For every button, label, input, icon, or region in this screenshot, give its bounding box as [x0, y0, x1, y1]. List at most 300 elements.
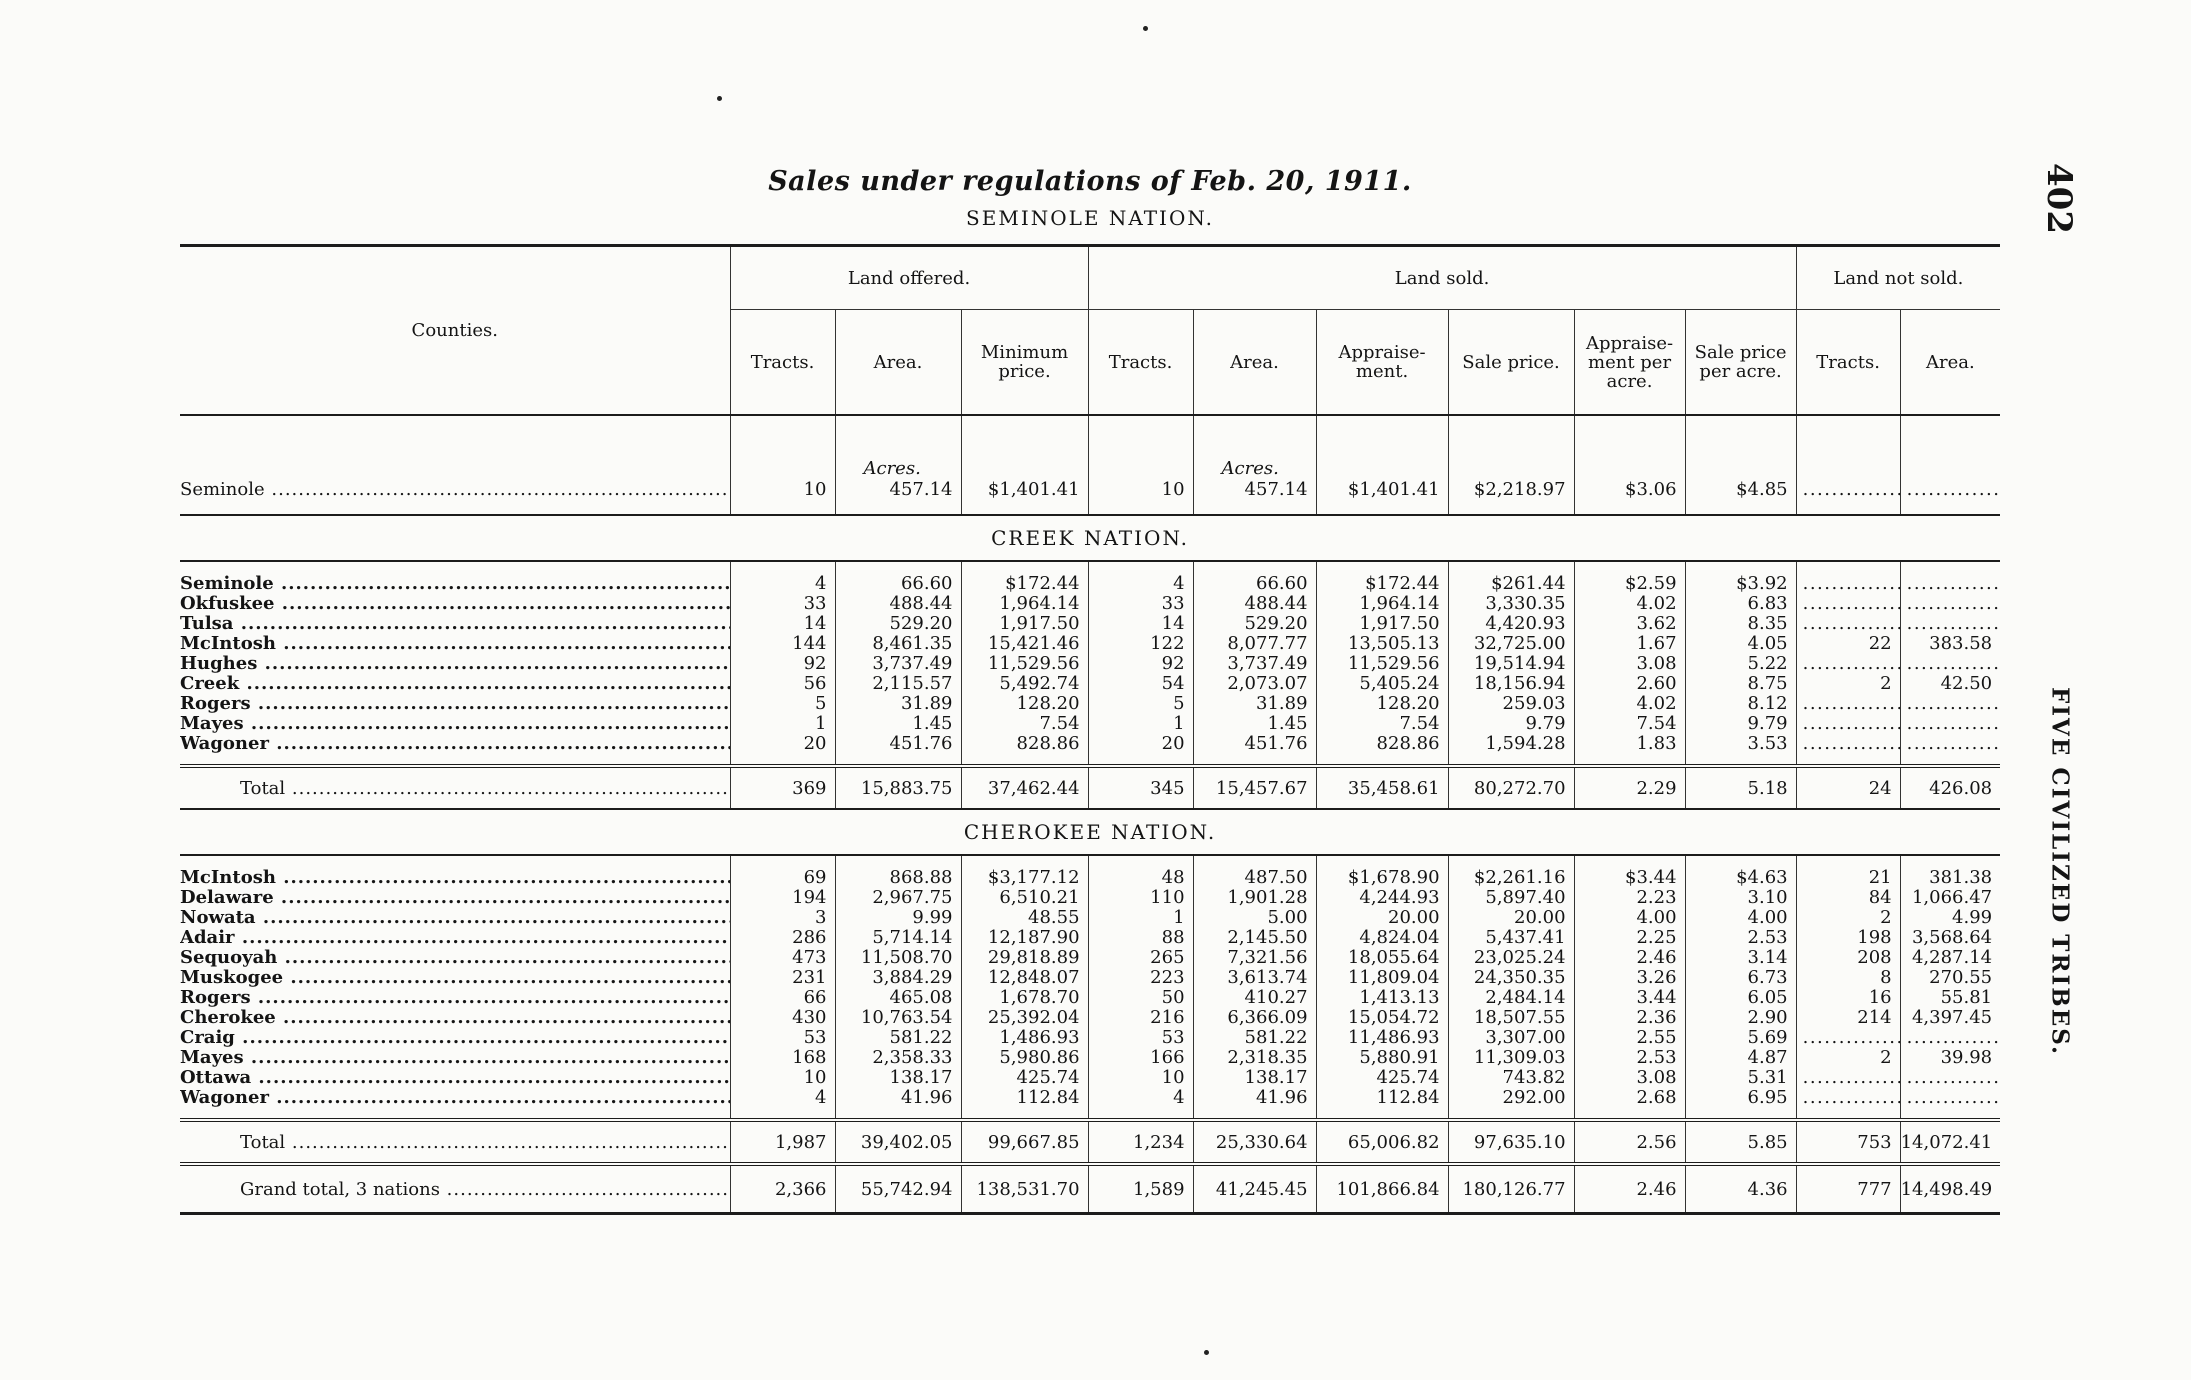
cell-sold-area: 6,366.09: [1193, 1008, 1316, 1028]
col-sold-area: Area.: [1193, 310, 1316, 416]
cell-appraisement: 4,824.04: [1316, 928, 1448, 948]
cell-not-sold-area: 4.99: [1900, 908, 2000, 928]
cell-sale-price-per-acre: 8.75: [1685, 674, 1796, 694]
cell-appraisement: 128.20: [1316, 694, 1448, 714]
table-row: [180, 908, 2000, 928]
table-row: [180, 1008, 2000, 1028]
cell-minimum-price: 5,492.74: [961, 674, 1088, 694]
table-row: [180, 1088, 2000, 1108]
cell-offered-tracts: 66: [730, 988, 835, 1008]
cell-sale-price: 18,156.94: [1448, 674, 1574, 694]
cell-appraisement-per-acre: $3.06: [1574, 415, 1685, 515]
col-offered-tracts: Tracts.: [730, 310, 835, 416]
cell-sale-price: 3,307.00: [1448, 1028, 1574, 1048]
col-not-sold-tracts: Tracts.: [1796, 310, 1900, 416]
cell-sold-area: 8,077.77: [1193, 634, 1316, 654]
cell-sale-price-per-acre: 5.31: [1685, 1068, 1796, 1088]
cell-minimum-price: 1,486.93: [961, 1028, 1088, 1048]
land-sold-header: Land sold.: [1088, 246, 1796, 310]
cell-minimum-price: 112.84: [961, 1088, 1088, 1108]
cell-offered-area: 2,115.57: [835, 674, 961, 694]
cell-appraisement-per-acre: 2.55: [1574, 1028, 1685, 1048]
cell-sold-area: 451.76: [1193, 734, 1316, 754]
ink-speck: [1204, 1350, 1209, 1355]
cell-appraisement-per-acre: 2.53: [1574, 1048, 1685, 1068]
cell-sold-tracts: 5: [1088, 694, 1193, 714]
total-cell: 25,330.64: [1193, 1120, 1316, 1164]
total-cell: 753: [1796, 1120, 1900, 1164]
county-name: Craig .....: [180, 1028, 730, 1048]
cell-not-sold-area-empty: [1900, 654, 2000, 674]
cherokee-total-row: [180, 1120, 2000, 1164]
cell-minimum-price: 5,980.86: [961, 1048, 1088, 1068]
table-row: [180, 714, 2000, 734]
cell-not-sold-area-empty: [1900, 574, 2000, 594]
cell-appraisement: 425.74: [1316, 1068, 1448, 1088]
cell-sold-tracts: 50: [1088, 988, 1193, 1008]
cell-appraisement-per-acre: 2.36: [1574, 1008, 1685, 1028]
total-label: Total .....: [180, 1120, 730, 1164]
cell-offered-tracts: 4: [730, 574, 835, 594]
county-name: McIntosh .....: [180, 634, 730, 654]
cell-minimum-price: 25,392.04: [961, 1008, 1088, 1028]
table-row: [180, 988, 2000, 1008]
cell-appraisement-per-acre: 3.44: [1574, 988, 1685, 1008]
cell-minimum-price: 7.54: [961, 714, 1088, 734]
cell-appraisement-per-acre: 3.26: [1574, 968, 1685, 988]
cell-appraisement: 15,054.72: [1316, 1008, 1448, 1028]
cell-not-sold-tracts: 22: [1796, 634, 1900, 654]
cell-offered-area: 3,737.49: [835, 654, 961, 674]
cell-offered-tracts: 69: [730, 868, 835, 888]
total-cell: 97,635.10: [1448, 1120, 1574, 1164]
cell-sale-price: 3,330.35: [1448, 594, 1574, 614]
cell-offered-tracts: 231: [730, 968, 835, 988]
cell-sold-tracts: 265: [1088, 948, 1193, 968]
cell-not-sold-tracts-empty: [1796, 734, 1900, 754]
grand-total-cell: 4.36: [1685, 1164, 1796, 1214]
table-row: [180, 614, 2000, 634]
page-number: 402: [2039, 163, 2079, 234]
cell-offered-area: 10,763.54: [835, 1008, 961, 1028]
county-name: Nowata .....: [180, 908, 730, 928]
cell-not-sold-area: 42.50: [1900, 674, 2000, 694]
cell-appraisement: 4,244.93: [1316, 888, 1448, 908]
cell-sold-area: 2,073.07: [1193, 674, 1316, 694]
cell-sold-tracts: 110: [1088, 888, 1193, 908]
cell-sale-price-per-acre: 6.95: [1685, 1088, 1796, 1108]
cell-sold-tracts: 216: [1088, 1008, 1193, 1028]
cell-sold-area: 529.20: [1193, 614, 1316, 634]
cell-not-sold-tracts-empty: [1796, 654, 1900, 674]
table-row: [180, 734, 2000, 754]
cell-not-sold-area: 4,397.45: [1900, 1008, 2000, 1028]
grand-total-cell: 55,742.94: [835, 1164, 961, 1214]
cell-appraisement-per-acre: $3.44: [1574, 868, 1685, 888]
total-cell: 99,667.85: [961, 1120, 1088, 1164]
spacer-row: [180, 855, 2000, 868]
cell-sale-price-per-acre: 2.53: [1685, 928, 1796, 948]
cell-sold-tracts: 4: [1088, 574, 1193, 594]
table-row: [180, 928, 2000, 948]
cell-sold-area: 2,318.35: [1193, 1048, 1316, 1068]
cell-sold-tracts: 10: [1088, 415, 1193, 515]
total-cell: 345: [1088, 766, 1193, 809]
running-head: FIVE CIVILIZED TRIBES.: [2046, 686, 2074, 1057]
cell-appraisement-per-acre: $2.59: [1574, 574, 1685, 594]
county-name: Creek .....: [180, 674, 730, 694]
grand-total-cell: 180,126.77: [1448, 1164, 1574, 1214]
cell-sold-tracts: 1: [1088, 714, 1193, 734]
cell-offered-tracts: 3: [730, 908, 835, 928]
cell-appraisement-per-acre: 4.02: [1574, 594, 1685, 614]
cell-not-sold-tracts-empty: [1796, 415, 1900, 515]
col-minimum-price: Minimum price.: [961, 310, 1088, 416]
cell-not-sold-tracts-empty: [1796, 594, 1900, 614]
cell-not-sold-tracts: 21: [1796, 868, 1900, 888]
cell-offered-tracts: 194: [730, 888, 835, 908]
county-name: Cherokee .....: [180, 1008, 730, 1028]
cell-sale-price-per-acre: $4.63: [1685, 868, 1796, 888]
cell-offered-area: 66.60: [835, 574, 961, 594]
table-row: [180, 948, 2000, 968]
cell-not-sold-tracts-empty: [1796, 1088, 1900, 1108]
cell-sold-tracts: 33: [1088, 594, 1193, 614]
cell-offered-area: 581.22: [835, 1028, 961, 1048]
cell-appraisement: 1,964.14: [1316, 594, 1448, 614]
cell-not-sold-tracts: 16: [1796, 988, 1900, 1008]
table-row: [180, 415, 2000, 515]
cell-sale-price: 4,420.93: [1448, 614, 1574, 634]
cell-minimum-price: $172.44: [961, 574, 1088, 594]
cell-not-sold-area-empty: [1900, 594, 2000, 614]
cell-sold-area: 1,901.28: [1193, 888, 1316, 908]
cell-offered-tracts: 5: [730, 694, 835, 714]
cell-sold-area: 410.27: [1193, 988, 1316, 1008]
cell-not-sold-tracts: 2: [1796, 674, 1900, 694]
cell-offered-tracts: 473: [730, 948, 835, 968]
cell-offered-area: 2,358.33: [835, 1048, 961, 1068]
cell-appraisement: 7.54: [1316, 714, 1448, 734]
table-row: [180, 888, 2000, 908]
cell-sold-tracts: 53: [1088, 1028, 1193, 1048]
county-name: Mayes .....: [180, 1048, 730, 1068]
cell-not-sold-tracts-empty: [1796, 614, 1900, 634]
cell-not-sold-area: 4,287.14: [1900, 948, 2000, 968]
table-row: [180, 674, 2000, 694]
cell-appraisement-per-acre: 2.23: [1574, 888, 1685, 908]
cell-sale-price-per-acre: 9.79: [1685, 714, 1796, 734]
cell-not-sold-area-empty: [1900, 1028, 2000, 1048]
section-heading-row: [180, 809, 2000, 855]
cell-sale-price: 292.00: [1448, 1088, 1574, 1108]
cell-minimum-price: 15,421.46: [961, 634, 1088, 654]
cell-not-sold-tracts: 208: [1796, 948, 1900, 968]
cell-offered-tracts: 168: [730, 1048, 835, 1068]
county-name: Rogers .....: [180, 988, 730, 1008]
cell-sold-area: 138.17: [1193, 1068, 1316, 1088]
cell-not-sold-area-empty: [1900, 1068, 2000, 1088]
cell-sold-area: 488.44: [1193, 594, 1316, 614]
cell-offered-area: 11,508.70: [835, 948, 961, 968]
cell-minimum-price: 12,187.90: [961, 928, 1088, 948]
cell-not-sold-area: 383.58: [1900, 634, 2000, 654]
cell-appraisement: $172.44: [1316, 574, 1448, 594]
cell-offered-tracts: 53: [730, 1028, 835, 1048]
total-label: Total .....: [180, 766, 730, 809]
cell-sale-price-per-acre: 4.05: [1685, 634, 1796, 654]
cell-offered-area: 5,714.14: [835, 928, 961, 948]
table-row: [180, 574, 2000, 594]
ink-speck: [1143, 26, 1148, 31]
acres-unit-label: Acres.: [863, 458, 921, 479]
cell-not-sold-area: 270.55: [1900, 968, 2000, 988]
county-name: Wagoner .....: [180, 1088, 730, 1108]
cell-minimum-price: 48.55: [961, 908, 1088, 928]
cell-sale-price: 5,897.40: [1448, 888, 1574, 908]
total-cell: 369: [730, 766, 835, 809]
cell-not-sold-tracts-empty: [1796, 1028, 1900, 1048]
spacer-row: [180, 561, 2000, 574]
cell-offered-tracts: 144: [730, 634, 835, 654]
cell-sold-area: 5.00: [1193, 908, 1316, 928]
cell-sold-area: 2,145.50: [1193, 928, 1316, 948]
counties-header: Counties.: [180, 246, 730, 416]
cell-sold-area: 3,737.49: [1193, 654, 1316, 674]
cell-not-sold-area-empty: [1900, 714, 2000, 734]
total-cell: 15,883.75: [835, 766, 961, 809]
cell-sold-tracts: 223: [1088, 968, 1193, 988]
cell-sold-area: 3,613.74: [1193, 968, 1316, 988]
cell-not-sold-tracts-empty: [1796, 574, 1900, 594]
col-offered-area: Area.: [835, 310, 961, 416]
county-name: Mayes .....: [180, 714, 730, 734]
cell-appraisement: $1,678.90: [1316, 868, 1448, 888]
county-name: Wagoner .....: [180, 734, 730, 754]
cell-sold-tracts: 1: [1088, 908, 1193, 928]
total-cell: 5.85: [1685, 1120, 1796, 1164]
cell-not-sold-tracts: 214: [1796, 1008, 1900, 1028]
cell-sale-price-per-acre: 5.22: [1685, 654, 1796, 674]
cell-not-sold-area: 55.81: [1900, 988, 2000, 1008]
cell-minimum-price: 425.74: [961, 1068, 1088, 1088]
cell-not-sold-area: 3,568.64: [1900, 928, 2000, 948]
total-cell: 2.56: [1574, 1120, 1685, 1164]
cell-offered-tracts: 286: [730, 928, 835, 948]
cell-not-sold-tracts: 8: [1796, 968, 1900, 988]
table-row: [180, 868, 2000, 888]
cell-minimum-price: 128.20: [961, 694, 1088, 714]
cell-sale-price: $2,218.97: [1448, 415, 1574, 515]
cell-minimum-price: 12,848.07: [961, 968, 1088, 988]
cell-appraisement-per-acre: 4.00: [1574, 908, 1685, 928]
cell-sold-area: 7,321.56: [1193, 948, 1316, 968]
cell-sale-price-per-acre: 3.10: [1685, 888, 1796, 908]
cell-offered-area: 9.99: [835, 908, 961, 928]
land-offered-header: Land offered.: [730, 246, 1088, 310]
table-row: [180, 1048, 2000, 1068]
total-cell: 35,458.61: [1316, 766, 1448, 809]
cell-sold-area: 487.50: [1193, 868, 1316, 888]
cell-not-sold-tracts-empty: [1796, 714, 1900, 734]
sold-area-value: 457.14: [1244, 479, 1308, 500]
cell-not-sold-area-empty: [1900, 694, 2000, 714]
cell-offered-area: 2,967.75: [835, 888, 961, 908]
cell-offered-tracts: 430: [730, 1008, 835, 1028]
cell-not-sold-tracts: 2: [1796, 908, 1900, 928]
table-row: [180, 1028, 2000, 1048]
spacer-row: [180, 754, 2000, 766]
cell-offered-tracts: 1: [730, 714, 835, 734]
total-cell: 426.08: [1900, 766, 2000, 809]
cell-appraisement-per-acre: 3.08: [1574, 1068, 1685, 1088]
cell-appraisement: 1,413.13: [1316, 988, 1448, 1008]
cell-appraisement: 5,880.91: [1316, 1048, 1448, 1068]
cell-appraisement-per-acre: 3.62: [1574, 614, 1685, 634]
cell-sold-tracts: 88: [1088, 928, 1193, 948]
col-appraisement-per-acre: Appraise-ment per acre.: [1574, 310, 1685, 416]
cell-sold-area: 581.22: [1193, 1028, 1316, 1048]
cell-appraisement: 828.86: [1316, 734, 1448, 754]
table-row: [180, 694, 2000, 714]
cell-sale-price: $261.44: [1448, 574, 1574, 594]
cell-offered-tracts: 10: [730, 1068, 835, 1088]
total-cell: 65,006.82: [1316, 1120, 1448, 1164]
cell-sale-price: 32,725.00: [1448, 634, 1574, 654]
cell-minimum-price: $1,401.41: [961, 415, 1088, 515]
cell-sale-price-per-acre: 6.73: [1685, 968, 1796, 988]
cell-minimum-price: 1,917.50: [961, 614, 1088, 634]
cell-offered-area: 465.08: [835, 988, 961, 1008]
cell-offered-area: 1.45: [835, 714, 961, 734]
county-name: Seminole .....: [180, 415, 730, 515]
cell-offered-area: 529.20: [835, 614, 961, 634]
cell-appraisement-per-acre: 2.68: [1574, 1088, 1685, 1108]
cell-sold-tracts: 4: [1088, 1088, 1193, 1108]
cell-sold-area: [1193, 415, 1316, 515]
grand-total-cell: 14,498.49: [1900, 1164, 2000, 1214]
cell-minimum-price: 11,529.56: [961, 654, 1088, 674]
header-group-row: [180, 246, 2000, 310]
cell-appraisement: 13,505.13: [1316, 634, 1448, 654]
cell-sale-price: 18,507.55: [1448, 1008, 1574, 1028]
total-cell: 39,402.05: [835, 1120, 961, 1164]
cell-appraisement: 18,055.64: [1316, 948, 1448, 968]
cell-sale-price-per-acre: 8.35: [1685, 614, 1796, 634]
grand-total-cell: 1,589: [1088, 1164, 1193, 1214]
cell-appraisement-per-acre: 2.60: [1574, 674, 1685, 694]
cell-not-sold-area-empty: [1900, 415, 2000, 515]
cell-appraisement-per-acre: 2.46: [1574, 948, 1685, 968]
cell-offered-area: 41.96: [835, 1088, 961, 1108]
total-cell: 1,234: [1088, 1120, 1193, 1164]
cell-appraisement-per-acre: 4.02: [1574, 694, 1685, 714]
cell-appraisement: 1,917.50: [1316, 614, 1448, 634]
cell-minimum-price: 828.86: [961, 734, 1088, 754]
cell-offered-area: 8,461.35: [835, 634, 961, 654]
seminole-nation-heading: SEMINOLE NATION.: [966, 206, 1214, 230]
cell-offered-tracts: 20: [730, 734, 835, 754]
cell-appraisement-per-acre: 1.83: [1574, 734, 1685, 754]
col-sale-price: Sale price.: [1448, 310, 1574, 416]
cell-offered-area: 31.89: [835, 694, 961, 714]
cell-offered-area: [835, 415, 961, 515]
county-name: Seminole .....: [180, 574, 730, 594]
grand-total-cell: 101,866.84: [1316, 1164, 1448, 1214]
county-name: Okfuskee .....: [180, 594, 730, 614]
total-cell: 5.18: [1685, 766, 1796, 809]
ink-speck: [717, 96, 722, 101]
table-row: [180, 594, 2000, 614]
cell-not-sold-tracts: 2: [1796, 1048, 1900, 1068]
table-row: [180, 634, 2000, 654]
cell-sale-price: 11,309.03: [1448, 1048, 1574, 1068]
cell-sale-price: 23,025.24: [1448, 948, 1574, 968]
cell-sale-price-per-acre: 6.83: [1685, 594, 1796, 614]
cell-offered-area: 488.44: [835, 594, 961, 614]
cell-sale-price-per-acre: 6.05: [1685, 988, 1796, 1008]
cell-sale-price: 24,350.35: [1448, 968, 1574, 988]
cell-sold-tracts: 20: [1088, 734, 1193, 754]
cell-sale-price-per-acre: $3.92: [1685, 574, 1796, 594]
cell-sold-tracts: 48: [1088, 868, 1193, 888]
spacer-row: [180, 1108, 2000, 1120]
grand-total-row: [180, 1164, 2000, 1214]
county-name: Adair .....: [180, 928, 730, 948]
county-name: Hughes .....: [180, 654, 730, 674]
cell-minimum-price: 1,678.70: [961, 988, 1088, 1008]
cell-sold-area: 31.89: [1193, 694, 1316, 714]
col-not-sold-area: Area.: [1900, 310, 2000, 416]
cell-sold-tracts: 166: [1088, 1048, 1193, 1068]
total-cell: 2.29: [1574, 766, 1685, 809]
county-name: Ottawa .....: [180, 1068, 730, 1088]
cell-offered-tracts: 33: [730, 594, 835, 614]
cell-sale-price-per-acre: 3.14: [1685, 948, 1796, 968]
cell-sale-price: 743.82: [1448, 1068, 1574, 1088]
table-row: [180, 968, 2000, 988]
county-name: Muskogee .....: [180, 968, 730, 988]
cell-not-sold-area-empty: [1900, 1088, 2000, 1108]
cell-minimum-price: 6,510.21: [961, 888, 1088, 908]
cell-offered-area: 451.76: [835, 734, 961, 754]
cell-offered-tracts: 10: [730, 415, 835, 515]
county-name: Sequoyah .....: [180, 948, 730, 968]
cell-sold-area: 41.96: [1193, 1088, 1316, 1108]
cell-sold-tracts: 14: [1088, 614, 1193, 634]
cell-sale-price-per-acre: 5.69: [1685, 1028, 1796, 1048]
creek-nation-heading: CREEK NATION.: [991, 526, 1190, 550]
cherokee-rows: [180, 868, 2000, 1120]
cell-not-sold-tracts: 84: [1796, 888, 1900, 908]
cell-not-sold-tracts-empty: [1796, 1068, 1900, 1088]
land-not-sold-header: Land not sold.: [1796, 246, 2000, 310]
cell-offered-area: 3,884.29: [835, 968, 961, 988]
cell-not-sold-tracts: 198: [1796, 928, 1900, 948]
cell-appraisement-per-acre: 3.08: [1574, 654, 1685, 674]
cell-sold-tracts: 10: [1088, 1068, 1193, 1088]
cell-sold-tracts: 54: [1088, 674, 1193, 694]
cell-sale-price-per-acre: 4.87: [1685, 1048, 1796, 1068]
cell-sale-price: 5,437.41: [1448, 928, 1574, 948]
cell-offered-tracts: 92: [730, 654, 835, 674]
cell-appraisement-per-acre: 1.67: [1574, 634, 1685, 654]
county-name: Delaware .....: [180, 888, 730, 908]
cell-minimum-price: 1,964.14: [961, 594, 1088, 614]
cell-appraisement: 112.84: [1316, 1088, 1448, 1108]
cell-sale-price: 20.00: [1448, 908, 1574, 928]
grand-total-label: Grand total, 3 nations .....: [180, 1164, 730, 1214]
